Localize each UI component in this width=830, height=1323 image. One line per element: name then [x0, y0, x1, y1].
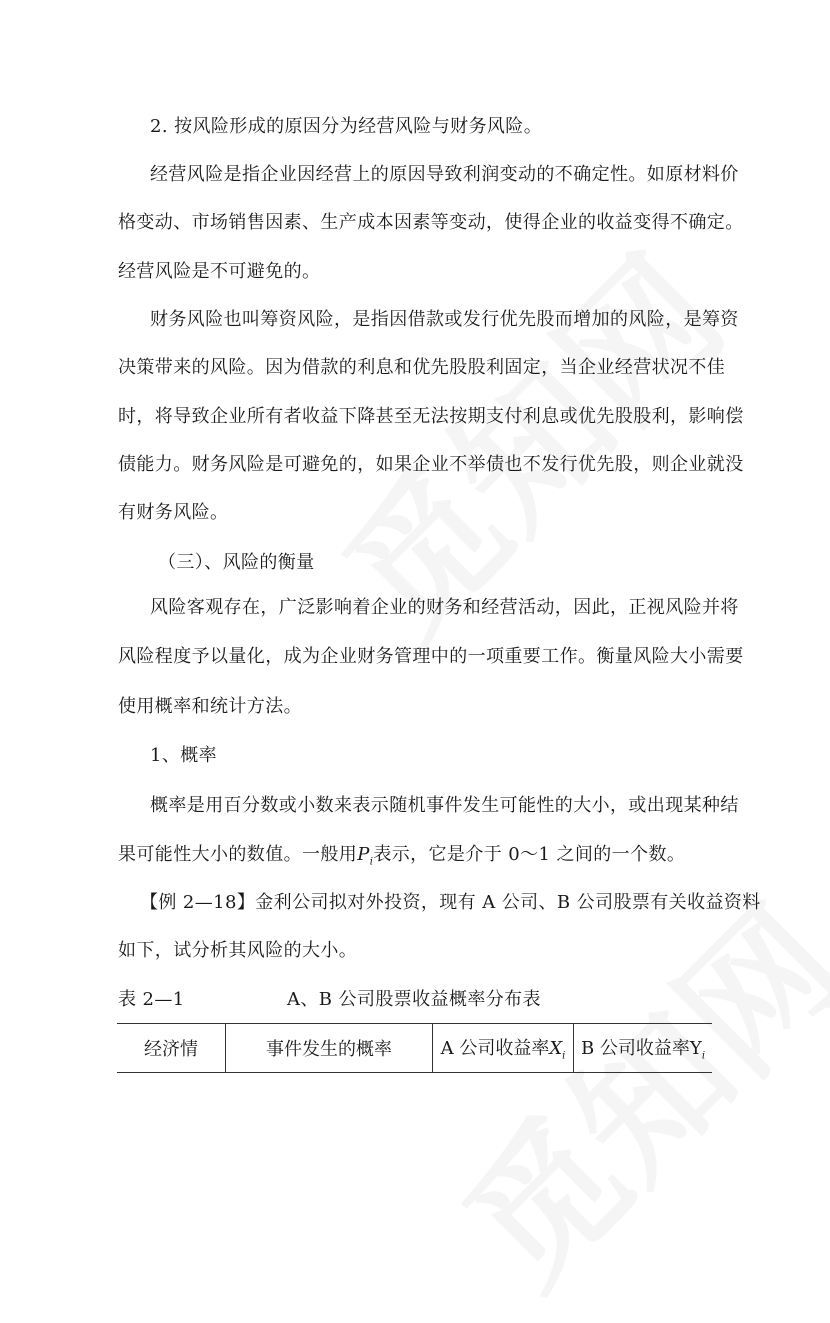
paragraph-line: 财务风险也叫筹资风险，是指因借款或发行优先股而增加的风险，是筹资 — [150, 309, 739, 330]
paragraph-line: 概率是用百分数或小数来表示随机事件发生可能性的大小，或出现某种结 — [150, 795, 739, 816]
section-heading: 2. 按风险形成的原因分为经营风险与财务风险。 — [150, 116, 543, 137]
variable-p: $P_i$ — [357, 844, 374, 868]
watermark — [410, 853, 830, 1323]
section-heading: （三）、风险的衡量 — [158, 552, 315, 573]
header-cell: A 公司收益率$X_i$ — [433, 1024, 574, 1073]
paragraph-line: 果可能性大小的数值。一般用$P_i$表示，它是介于 0～1 之间的一个数。 — [118, 844, 686, 868]
paragraph-line: 时，将导致企业所有者收益下降甚至无法按期支付利息或优先股股利，影响偿 — [118, 406, 744, 427]
header-cell: B 公司收益率$Y_i$ — [574, 1024, 713, 1073]
probability-table — [117, 1023, 712, 1073]
paragraph-line: 经营风险是不可避免的。 — [118, 261, 321, 282]
table-caption: A、B 公司股票收益概率分布表 — [287, 989, 541, 1010]
table-label: 表 2—1 — [118, 989, 185, 1010]
section-heading: 1、概率 — [150, 745, 218, 766]
paragraph-line: 决策带来的风险。因为借款的利息和优先股股利固定，当企业经营状况不佳 — [118, 357, 726, 378]
paragraph-line: 风险客观存在，广泛影响着企业的财务和经营活动，因此，正视风险并将 — [150, 597, 739, 618]
paragraph-line: 有财务风险。 — [118, 502, 229, 523]
header-cell: 事件发生的概率 — [226, 1024, 433, 1073]
table-header-row — [117, 1024, 712, 1073]
paragraph-line: 债能力。财务风险是可避免的，如果企业不举债也不发行优先股，则企业就没 — [118, 454, 744, 475]
paragraph-line: 风险程度予以量化，成为企业财务管理中的一项重要工作。衡量风险大小需要 — [118, 646, 744, 667]
paragraph-line: 经营风险是指企业因经营上的原因导致利润变动的不确定性。如原材料价 — [150, 164, 739, 185]
paragraph-line: 使用概率和统计方法。 — [118, 696, 302, 717]
example-line: 【例 2—18】金利公司拟对外投资，现有 A 公司、B 公司股票有关收益资料 — [140, 892, 761, 913]
paragraph-line: 格变动、市场销售因素、生产成本因素等变动，使得企业的收益变得不确定。 — [118, 212, 744, 233]
example-line: 如下，试分析其风险的大小。 — [118, 940, 358, 961]
header-cell: 经济情 — [144, 1039, 198, 1060]
